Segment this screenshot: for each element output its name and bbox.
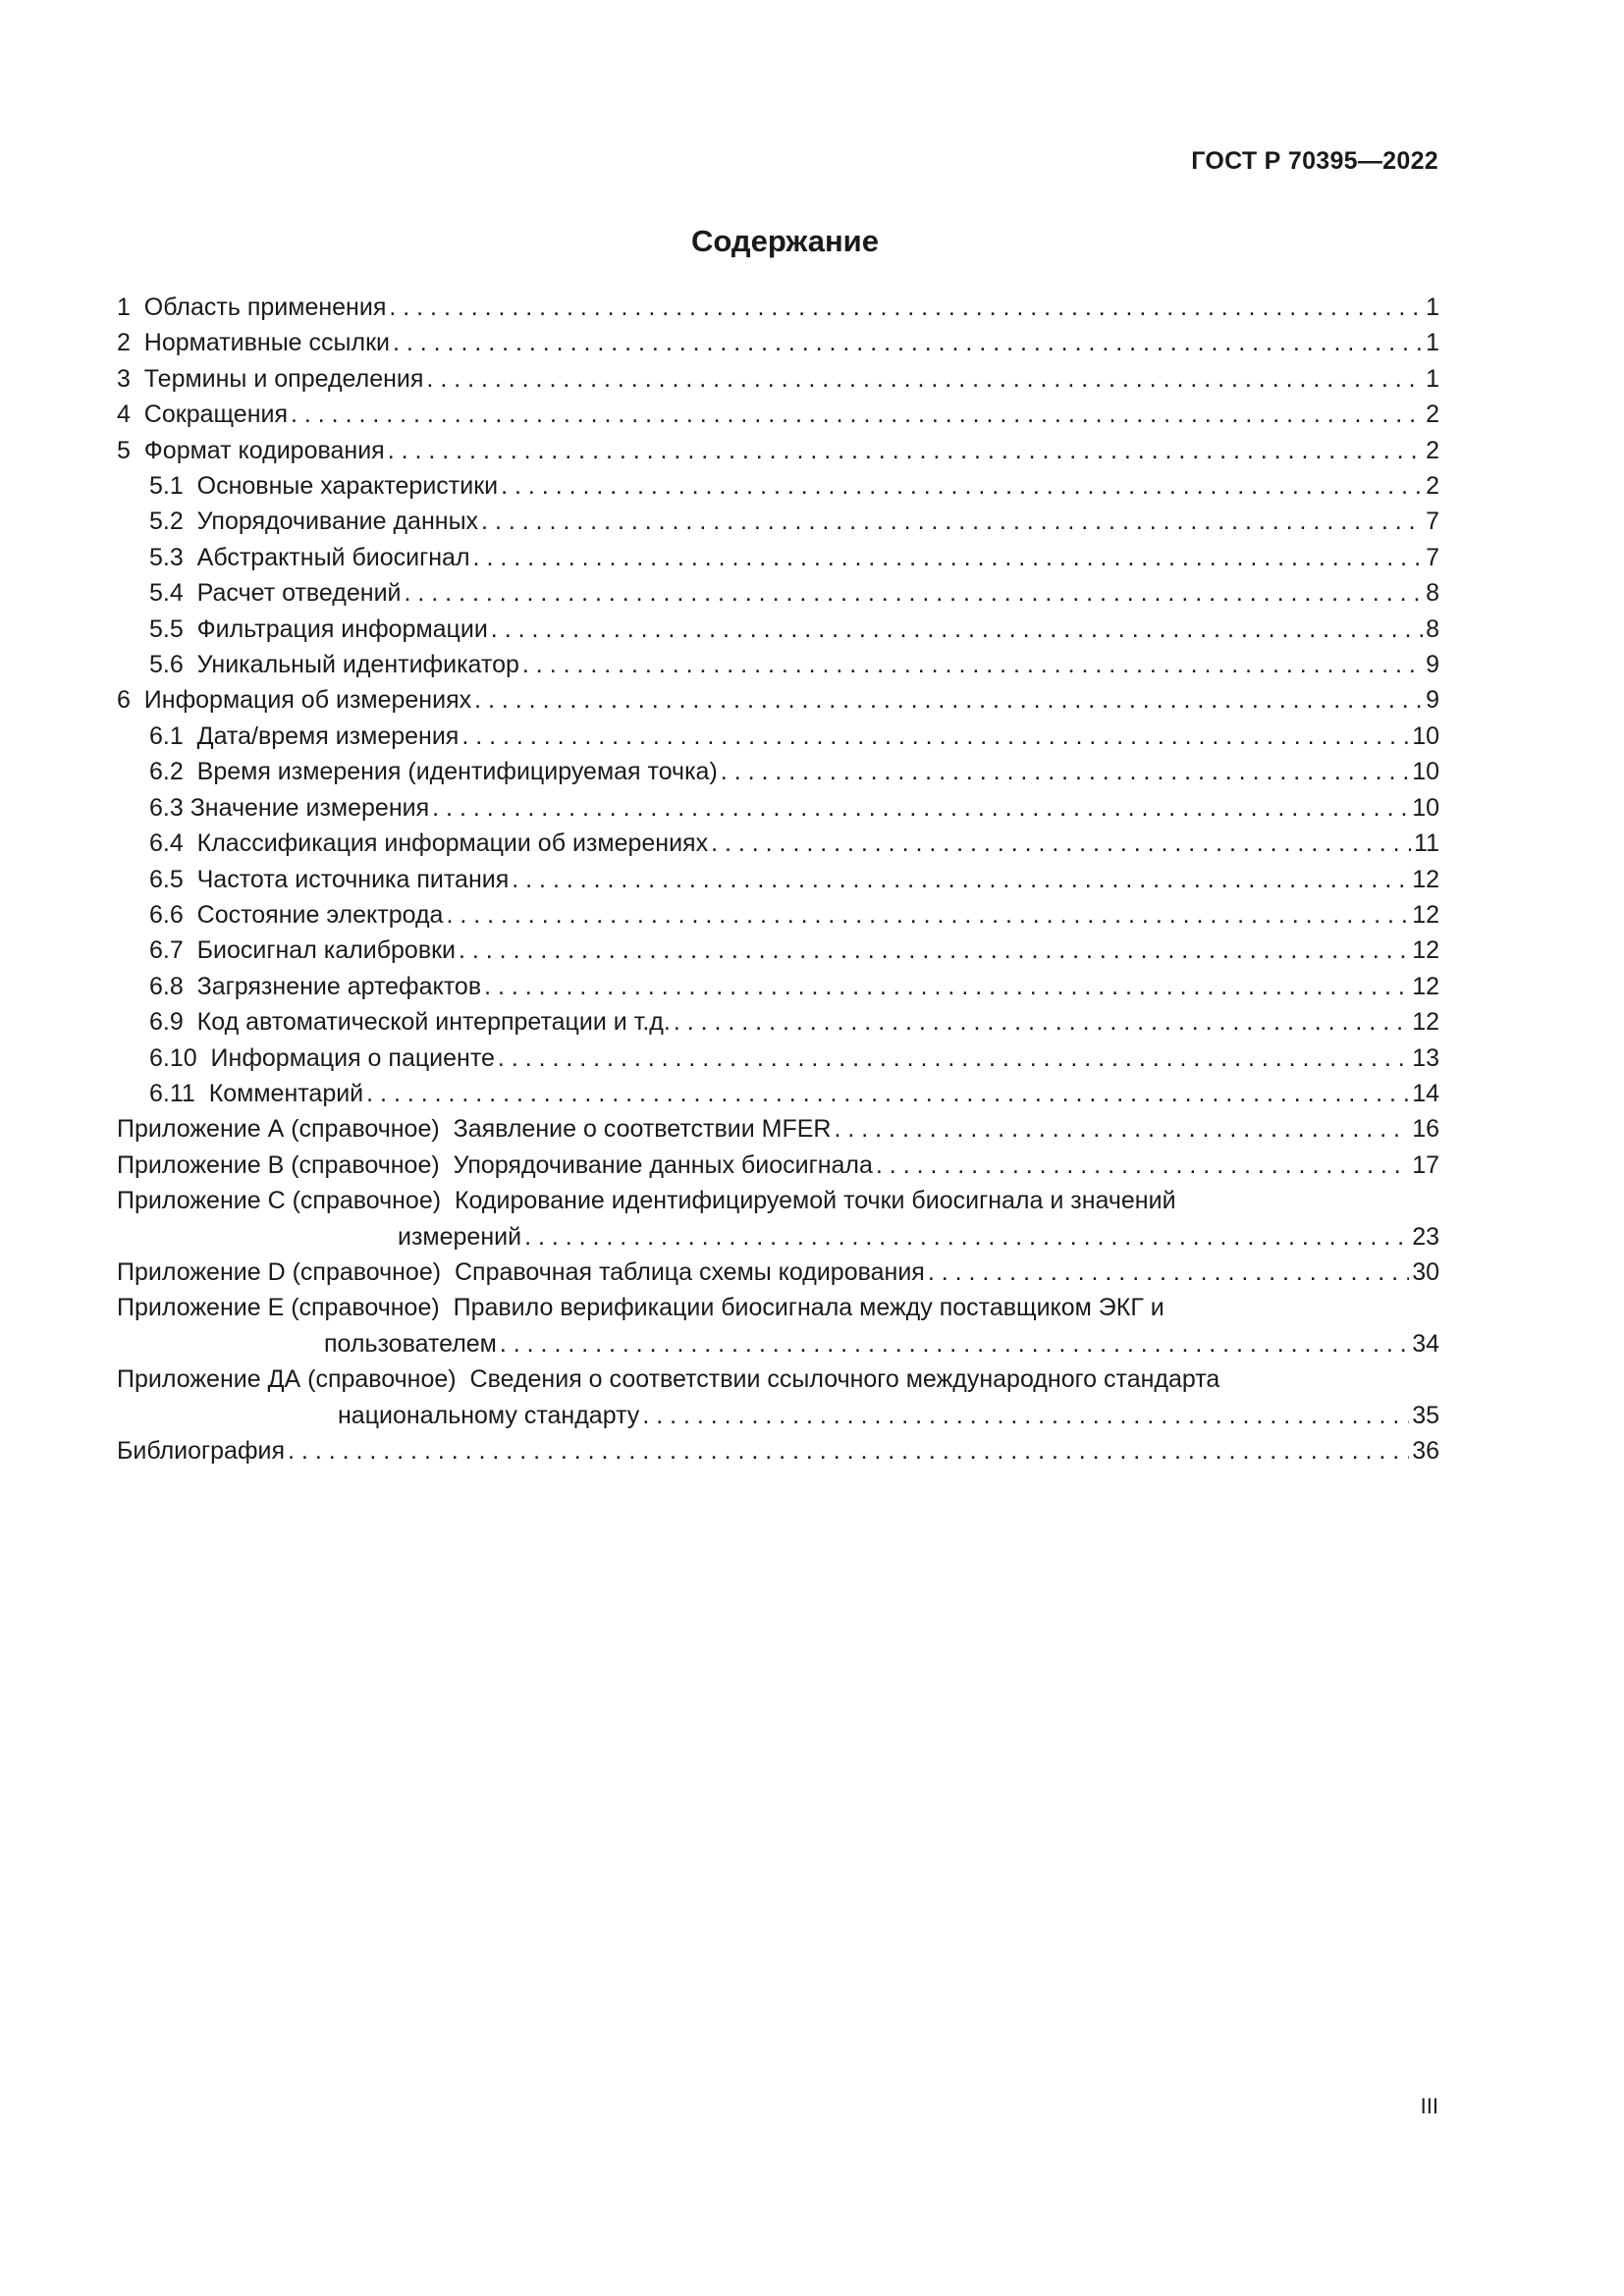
appendix-title: Упорядочивание данных биосигнала [453,1150,873,1179]
toc-entry[interactable] [117,897,1439,933]
appendix-prefix: Приложение С (справочное) [117,1187,442,1215]
dot-leader [711,826,1411,861]
toc-entry[interactable] [117,433,1439,468]
dot-leader [459,933,1409,968]
toc-entry[interactable] [117,933,1439,968]
dot-leader [446,897,1409,933]
dot-leader [366,1076,1409,1111]
toc-entry-label: 2 Нормативные ссылки [117,329,390,357]
appendix-title: Правило верификации биосигнала между поставщиком ЭКГ и [453,1294,1164,1322]
toc-page-number: 23 [1412,1222,1439,1251]
appendix-prefix: Приложение ДА (справочное) [117,1365,457,1394]
toc-entry-label: 6.2 Время измерения (идентифицируемая точка) [149,758,718,786]
toc-entry[interactable] [117,682,1439,718]
toc-entry-label: 6.4 Классификация информации об измерениях [149,829,709,858]
page-number: III [1420,2094,1438,2118]
dot-leader [501,468,1423,504]
toc-page-number: 12 [1412,900,1439,929]
dot-leader [524,1219,1409,1255]
toc-entry-label: 6.8 Загрязнение артефактов [149,972,482,1000]
toc-page-number: 14 [1412,1079,1439,1107]
toc-page-number: 2 [1426,472,1439,501]
toc-page-number: 2 [1426,400,1439,429]
toc-entry-label: 6.10 Информация о пациенте [149,1043,495,1072]
toc-entry-label: 4 Сокращения [117,400,288,429]
toc-appendix-e[interactable] [117,1290,1439,1362]
appendix-title-cont: измерений [398,1222,522,1251]
dot-leader [498,1041,1409,1076]
toc-entry-label: 5 Формат кодирования [117,436,385,464]
toc-entry-label: 5.1 Основные характеристики [149,472,499,501]
dot-leader [721,754,1409,789]
dot-leader [512,862,1409,897]
toc-entry-label: 5.2 Упорядочивание данных [149,507,479,536]
dot-leader [491,612,1423,647]
toc-page-number: 34 [1412,1329,1439,1358]
toc-entry[interactable] [117,1004,1439,1040]
toc-entry[interactable] [117,612,1439,647]
toc-entry[interactable] [117,647,1439,682]
toc-entry[interactable] [117,575,1439,611]
toc-entry[interactable] [117,540,1439,575]
dot-leader [461,719,1409,754]
appendix-prefix: Приложение Е (справочное) [117,1294,440,1322]
toc-page-number: 10 [1412,793,1439,822]
toc-entry[interactable] [117,862,1439,897]
dot-leader [500,1326,1409,1362]
toc-entry-label: 6.3 Значение измерения [149,793,430,822]
toc-page-number: 9 [1426,651,1439,679]
dot-leader [393,325,1423,360]
dot-leader [474,682,1423,718]
appendix-title-cont: пользователем [324,1329,497,1358]
toc-page-number: 9 [1426,686,1439,715]
dot-leader [426,361,1423,397]
toc-page-number: 7 [1426,543,1439,571]
toc-page-number: 11 [1414,829,1439,858]
dot-leader [834,1111,1409,1147]
dot-leader [473,540,1424,575]
dot-leader [522,647,1423,682]
toc-entry-label: 6.11 Комментарий [149,1079,364,1107]
toc-page-number: 10 [1412,721,1439,750]
toc-page-number: 35 [1412,1401,1439,1429]
dot-leader [405,575,1424,611]
appendix-title: Заявление о соответствии MFER [453,1115,832,1144]
toc-appendix-a[interactable] [117,1111,1439,1147]
toc-entry-label: 6 Информация об измерениях [117,686,472,715]
toc-entry[interactable] [117,397,1439,432]
dot-leader [484,969,1409,1004]
dot-leader [432,790,1409,826]
toc-entry-label: 1 Область применения [117,294,387,321]
toc-entry[interactable] [117,325,1439,360]
dot-leader [674,1004,1409,1040]
dot-leader [642,1398,1409,1433]
toc-page-number: 8 [1426,579,1439,608]
toc-entry[interactable] [117,719,1439,754]
toc-appendix-b[interactable] [117,1148,1439,1183]
dot-leader [928,1255,1409,1290]
toc-entry[interactable] [117,790,1439,826]
toc-entry-label: 5.5 Фильтрация информации [149,614,488,643]
page-title: Содержание [691,224,879,258]
toc-page-number: 7 [1426,507,1439,536]
toc-entry-label: 6.6 Состояние электрода [149,900,444,929]
toc-appendix-da[interactable] [117,1362,1439,1433]
toc-entry-label: 6.5 Частота источника питания [149,865,510,893]
appendix-title: Сведения о соответствии ссылочного международного стандарта [469,1365,1220,1394]
toc-page-number: 12 [1412,1008,1439,1037]
toc-entry[interactable] [117,1076,1439,1111]
dot-leader [481,504,1423,539]
appendix-prefix: Приложение А (справочное) [117,1115,440,1144]
toc-entry-label: 6.7 Биосигнал калибровки [149,936,456,965]
toc-entry[interactable] [117,754,1439,789]
toc-entry-label: 6.9 Код автоматической интерпретации и т.д. [149,1008,671,1037]
appendix-prefix: Приложение D (справочное) [117,1257,442,1286]
toc-entry-label: Библиография [117,1437,286,1465]
toc-page-number: 8 [1426,614,1439,643]
toc-page-number: 17 [1412,1150,1439,1179]
dot-leader [389,290,1423,325]
toc-page-number: 10 [1412,758,1439,786]
dot-leader [291,397,1423,432]
toc-page-number: 36 [1412,1437,1439,1465]
toc-bibliography[interactable] [117,1433,1439,1468]
toc-page-number: 2 [1426,436,1439,464]
toc-entry[interactable] [117,504,1439,539]
toc-page-number: 30 [1412,1257,1439,1286]
toc-page-number: 12 [1412,936,1439,965]
toc-page-number: 13 [1412,1043,1439,1072]
toc-page-number: 1 [1426,364,1439,393]
appendix-title-cont: национальному стандарту [338,1401,640,1429]
toc-entry[interactable] [117,826,1439,861]
toc-entry[interactable] [117,361,1439,397]
appendix-title: Справочная таблица схемы кодирования [454,1257,925,1286]
document-code: ГОСТ Р 70395—2022 [1191,147,1438,175]
toc-entry-label: 5.6 Уникальный идентификатор [149,651,519,679]
toc-entry[interactable] [117,969,1439,1004]
toc-entry[interactable] [117,1041,1439,1076]
toc-entry-label: 6.1 Дата/время измерения [149,721,460,750]
toc-page-number: 16 [1412,1115,1439,1144]
dot-leader [288,1433,1409,1468]
toc-entry-label: 5.4 Расчет отведений [149,579,402,608]
table-of-contents [117,290,1439,1468]
toc-page-number: 12 [1412,972,1439,1000]
toc-entry-label: 3 Термины и определения [117,364,424,393]
dot-leader [388,433,1423,468]
toc-appendix-c[interactable] [117,1183,1439,1255]
dot-leader [876,1148,1409,1183]
toc-page-number: 1 [1426,329,1439,357]
appendix-title: Кодирование идентифицируемой точки биосигнала и значений [454,1187,1176,1215]
toc-page-number: 1 [1426,294,1439,321]
toc-appendix-d[interactable] [117,1255,1439,1290]
toc-entry[interactable] [117,290,1439,325]
toc-page-number: 12 [1412,865,1439,893]
toc-entry[interactable] [117,468,1439,504]
appendix-prefix: Приложение В (справочное) [117,1150,440,1179]
toc-entry-label: 5.3 Абстрактный биосигнал [149,543,470,571]
